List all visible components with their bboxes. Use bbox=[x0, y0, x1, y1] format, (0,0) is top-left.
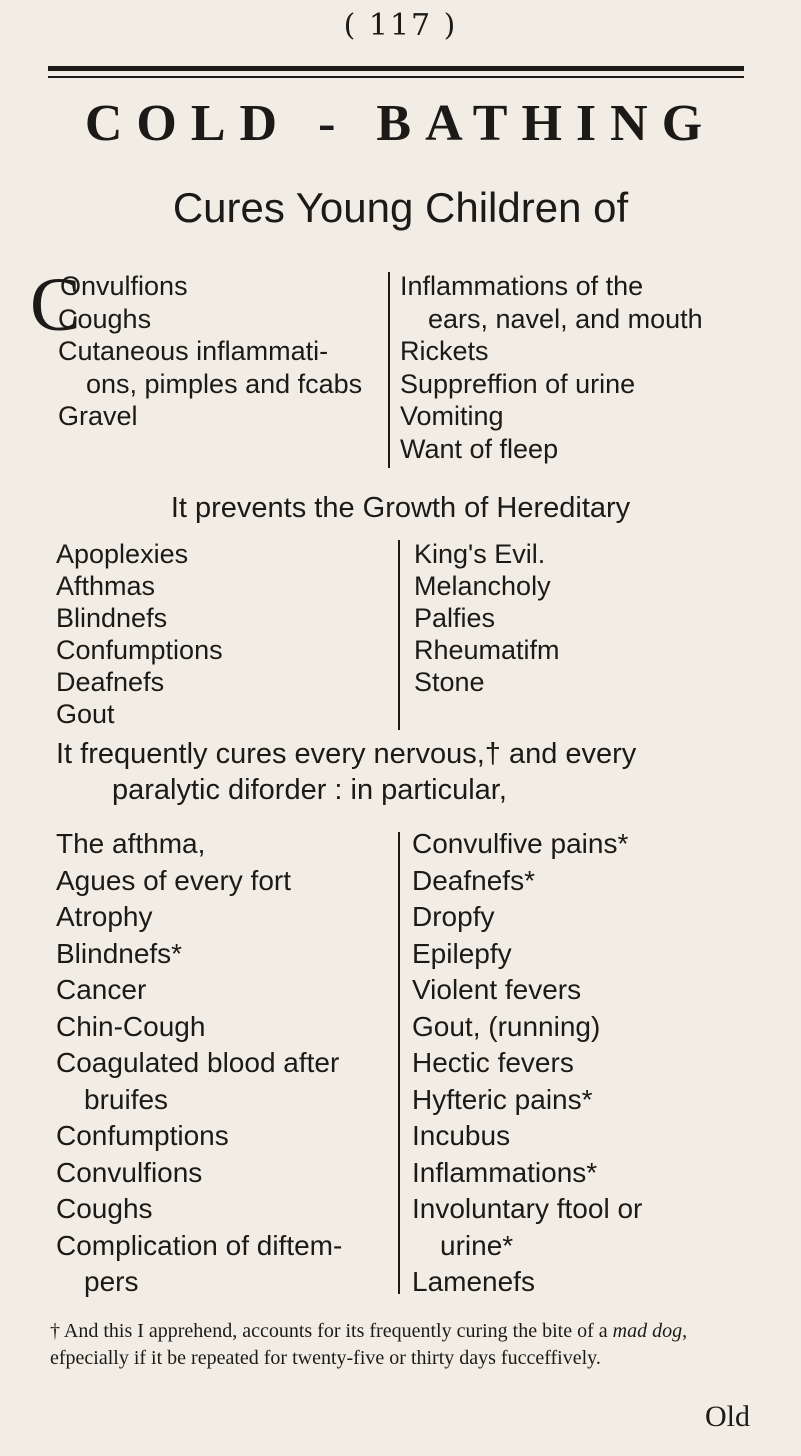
cures-right-column bbox=[400, 270, 703, 465]
page-subtitle: Cures Young Children of bbox=[172, 184, 629, 231]
footnote-text-1: † And this I apprehend, accounts for its frequently curing the bite of a bbox=[50, 1320, 613, 1342]
list-item: Chin-Cough bbox=[56, 1010, 206, 1042]
page-title: COLD - BATHING bbox=[84, 95, 717, 152]
list-item: Blindnefs bbox=[56, 603, 168, 633]
list-item: King's Evil. bbox=[414, 539, 546, 569]
list-item: Epilepfy bbox=[412, 937, 512, 969]
footnote-text-2: , efpecially if it be repeated for twenty-five or thirty days fucceffively. bbox=[50, 1320, 688, 1369]
header-rule-thick bbox=[48, 66, 744, 71]
list-item: The afthma, bbox=[56, 828, 206, 859]
list-item: pers bbox=[84, 1266, 139, 1297]
list-item: Rheumatifm bbox=[414, 635, 560, 665]
list-item: Gout bbox=[56, 699, 115, 729]
list-item: ons, pimples and fcabs bbox=[86, 368, 363, 399]
frequently-line-2: paralytic diforder : in particular, bbox=[112, 774, 507, 806]
list-item: Atrophy bbox=[56, 901, 153, 932]
list-item: Stone bbox=[414, 667, 485, 697]
header-rule-thin bbox=[48, 76, 744, 78]
list-item: Confumptions bbox=[56, 635, 223, 665]
list-item: Rickets bbox=[400, 336, 489, 366]
list-item: Afthmas bbox=[56, 571, 156, 601]
list-item: Confumptions bbox=[56, 1120, 229, 1151]
catchword: Old bbox=[705, 1400, 750, 1433]
list-item: Want of fleep bbox=[400, 433, 559, 464]
frequently-right-column bbox=[412, 826, 642, 1301]
hereditary-right-column bbox=[414, 538, 560, 698]
list-item: Cutaneous inflammati- bbox=[58, 336, 329, 366]
hereditary-heading: It prevents the Growth of Hereditary bbox=[170, 492, 631, 524]
list-item: ears, navel, and mouth bbox=[428, 303, 703, 334]
list-item: Suppreffion of urine bbox=[400, 368, 636, 399]
list-item: Hyfteric pains* bbox=[412, 1083, 593, 1115]
list-item: Violent fevers bbox=[412, 974, 582, 1005]
list-item: Apoplexies bbox=[56, 539, 189, 569]
list-item: Incubus bbox=[412, 1120, 511, 1151]
list-item: Gout, (running) bbox=[412, 1010, 601, 1042]
footnote bbox=[50, 1318, 760, 1372]
column-divider bbox=[398, 540, 400, 730]
list-item: Involuntary ftool or bbox=[412, 1193, 643, 1224]
page-number: ( 117 ) bbox=[343, 8, 458, 43]
list-item: Lamenefs bbox=[412, 1266, 535, 1297]
list-item: Dropfy bbox=[412, 901, 495, 932]
cures-left-column bbox=[58, 270, 362, 433]
list-item: Melancholy bbox=[414, 571, 551, 601]
list-item: Hectic fevers bbox=[412, 1047, 574, 1078]
hereditary-left-column bbox=[56, 538, 223, 730]
list-item: Convulfive pains* bbox=[412, 828, 629, 859]
list-item: Deafnefs bbox=[56, 667, 165, 697]
column-divider bbox=[388, 272, 390, 468]
list-item: Blindnefs* bbox=[56, 937, 183, 969]
list-item: Coughs bbox=[58, 303, 152, 334]
list-item: bruifes bbox=[84, 1083, 169, 1115]
list-item: Inflammations* bbox=[412, 1156, 598, 1188]
list-item: Deafnefs* bbox=[412, 864, 535, 896]
list-item: Onvulfions bbox=[60, 271, 188, 301]
footnote-emphasis: mad dog bbox=[612, 1320, 683, 1342]
list-item: Vomiting bbox=[400, 401, 504, 431]
list-item: Convulfions bbox=[56, 1156, 203, 1188]
list-item: Palfies bbox=[414, 603, 496, 633]
list-item: Inflammations of the bbox=[400, 271, 644, 301]
list-item: urine* bbox=[440, 1229, 514, 1261]
list-item: Complication of diftem- bbox=[56, 1229, 343, 1261]
list-item: Agues of every fort bbox=[56, 864, 292, 896]
drop-cap: C bbox=[30, 263, 81, 347]
column-divider bbox=[398, 832, 400, 1294]
list-item: Coughs bbox=[56, 1193, 153, 1224]
frequently-left-column bbox=[56, 826, 342, 1301]
list-item: Cancer bbox=[56, 974, 147, 1005]
list-item: Coagulated blood after bbox=[56, 1047, 340, 1078]
frequently-line-1: It frequently cures every nervous,† and every bbox=[56, 738, 637, 770]
list-item: Gravel bbox=[58, 401, 138, 431]
